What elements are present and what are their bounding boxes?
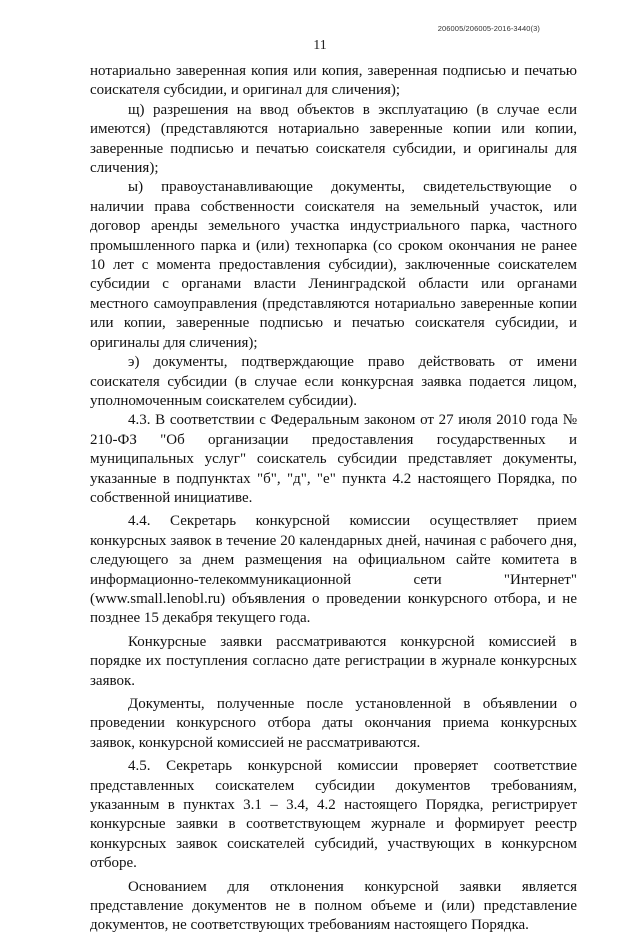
- page-number: 11: [313, 38, 327, 53]
- paragraph-4-3: 4.3. В соответствии с Федеральным законом от 27 июля 2010 года № 210-ФЗ "Об организации предоставления государственных и муниципальных услуг" соискатель субсидии представляет документы, указанные в подпунктах "б", "д", "е" пункта 4.2 настоящего Порядка, по собственной инициативе.: [90, 412, 577, 506]
- paragraph-4-5: 4.5. Секретарь конкурсной комиссии проверяет соответствие представленных соискателем субсидии документов требованиям, указанным в пунктах 3.1 – 3.4, 4.2 настоящего Порядка, регистрирует конкурсные заявки в соответствующем журнале и формирует реестр конкурсных заявок соискателей субсидий, участвующих в конкурсном отборе.: [90, 758, 577, 872]
- paragraph-item-shch: щ) разрешения на ввод объектов в эксплуатацию (в случае если имеются) (представляются нотариально заверенные копии или копии, заверенные подписью и печатью соискателя субсидии, и оригиналы для сличения);: [90, 101, 577, 177]
- document-body: [90, 62, 577, 936]
- document-id: 206005/206005-2016-3440(3): [437, 24, 540, 33]
- paragraph-item-y: ы) правоустанавливающие документы, свидетельствующие о наличии права собственности соискателя на земельный участок, или договор аренды земельного участка индустриального парка, частного промышленного парка и (или) технопарка (со сроком окончания не ранее 10 лет с момента предоставления субсидии), заключенные соискателем субсидии с органами власти Ленинградской области или органами местного самоуправления (представляются нотариально заверенные копии или копии, заверенные подписью и печатью соискателя субсидии, и оригиналы для сличения);: [90, 179, 577, 351]
- paragraph-review-order: Конкурсные заявки рассматриваются конкурсной комиссией в порядке их поступления согласно дате регистрации в журнале конкурсных заявок.: [90, 633, 577, 689]
- paragraph-4-4: 4.4. Секретарь конкурсной комиссии осуществляет прием конкурсных заявок в течение 20 календарных дней, начиная с рабочего дня, следующего за днем размещения на официальном сайте комитета в информационно-телекоммуникационной сети "Интернет" (www.small.lenobl.ru) объявления о проведении конкурсного отбора, и не позднее 15 декабря текущего года.: [90, 513, 577, 627]
- paragraph-rejection-grounds: Основанием для отклонения конкурсной заявки является представление документов не в полном объеме и (или) представление документов, не соответствующих требованиям настоящего Порядка.: [90, 878, 577, 934]
- paragraph-item-e: э) документы, подтверждающие право действовать от имени соискателя субсидии (в случае если конкурсная заявка подается лицом, уполномоченным соискателем субсидии).: [90, 354, 577, 409]
- paragraph-continuation: нотариально заверенная копия или копия, заверенная подписью и печатью соискателя субсидии, и оригинал для сличения);: [90, 63, 577, 99]
- paragraph-late-documents: Документы, полученные после установленной в объявлении о проведении конкурсного отбора даты окончания приема конкурсных заявок, конкурсной комиссией не рассматриваются.: [90, 696, 577, 751]
